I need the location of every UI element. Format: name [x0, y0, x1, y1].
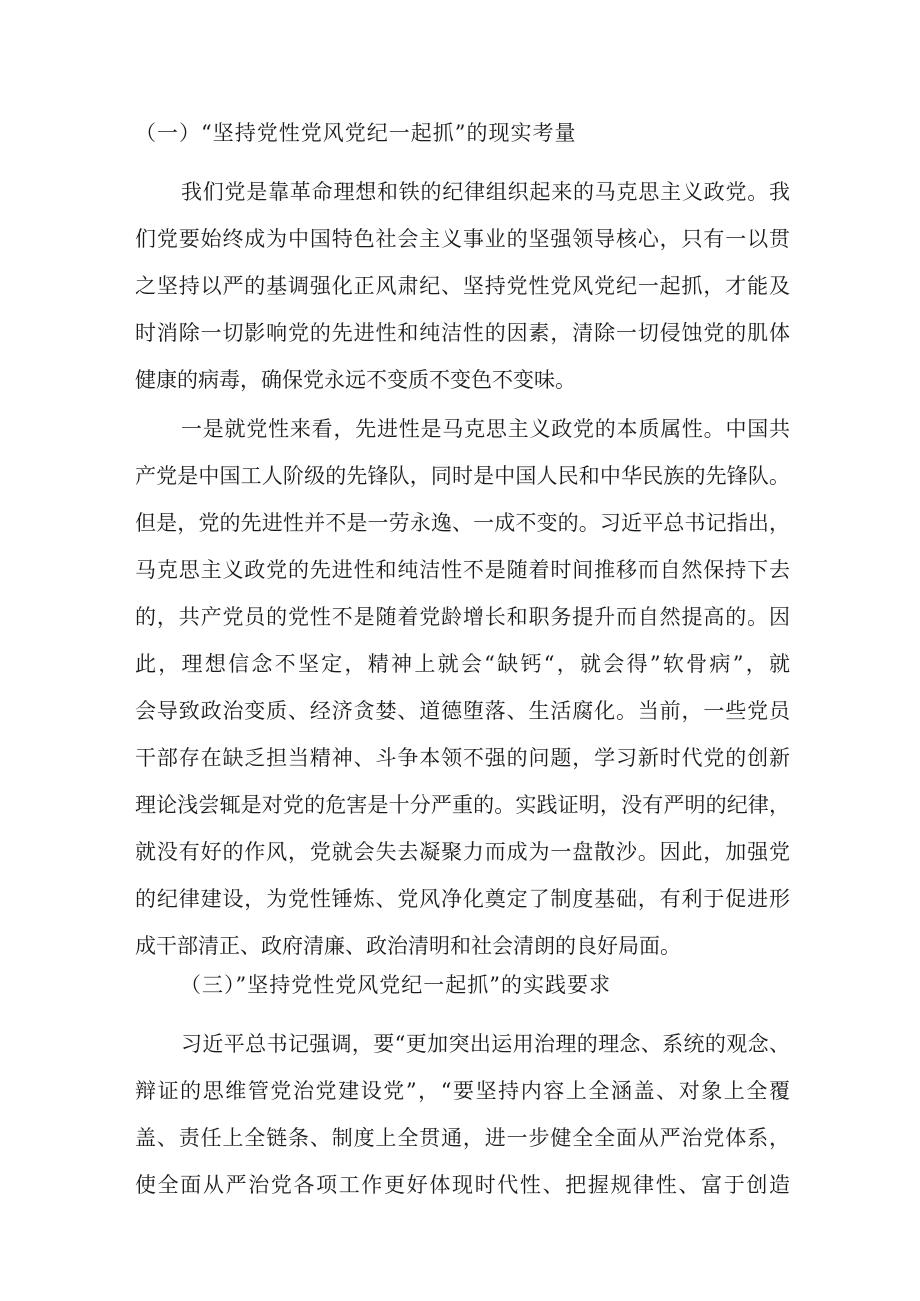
paragraph-line: 辩证的思维管党治党建设党”，“要坚持内容上全涵盖、对象上全覆 — [135, 1079, 790, 1103]
paragraph-2 — [135, 406, 790, 970]
paragraph-line: 理论浅尝辄是对党的危害是十分严重的。实践证明，没有严明的纪律， — [135, 793, 790, 817]
section-heading-3: （三）”坚持党性党风党纪一起抓”的实践要求 — [180, 973, 611, 997]
paragraph-line: 们党要始终成为中国特色社会主义事业的坚强领导核心，只有一以贯 — [135, 227, 790, 251]
paragraph-line: 之坚持以严的基调强化正风肃纪、坚持党性党风党纪一起抓，才能及 — [135, 274, 790, 298]
paragraph-line: 盖、责任上全链条、制度上全贯通，进一步健全全面从严治党体系， — [135, 1126, 790, 1150]
paragraph-1 — [135, 169, 790, 404]
paragraph-line: 一是就党性来看，先进性是马克思主义政党的本质属性。中国共 — [181, 417, 790, 441]
paragraph-line: 产党是中国工人阶级的先锋队，同时是中国人民和中华民族的先锋队。 — [135, 464, 790, 488]
paragraph-line: 成干部清正、政府清廉、政治清明和社会清朗的良好局面。 — [135, 934, 681, 958]
paragraph-line: 我们党是靠革命理想和铁的纪律组织起来的马克思主义政党。我 — [181, 180, 790, 204]
paragraph-line: 的，共产党员的党性不是随着党龄增长和职务提升而自然提高的。因 — [135, 605, 790, 629]
paragraph-line: 马克思主义政党的先进性和纯洁性不是随着时间推移而自然保持下去 — [135, 558, 790, 582]
paragraph-line: 习近平总书记强调，要“更加突出运用治理的理念、系统的观念、 — [181, 1032, 790, 1056]
paragraph-3 — [135, 1021, 790, 1209]
paragraph-line: 健康的病毒，确保党永远不变质不变色不变味。 — [135, 368, 576, 392]
paragraph-line: 干部存在缺乏担当精神、斗争本领不强的问题，学习新时代党的创新 — [135, 746, 790, 770]
paragraph-line: 会导致政治变质、经济贪婪、道德堕落、生活腐化。当前，一些党员 — [135, 699, 790, 723]
paragraph-line: 就没有好的作风，党就会失去凝聚力而成为一盘散沙。因此，加强党 — [135, 840, 790, 864]
paragraph-line: 时消除一切影响党的先进性和纯洁性的因素，清除一切侵蚀党的肌体 — [135, 321, 790, 345]
paragraph-line: 但是，党的先进性并不是一劳永逸、一成不变的。习近平总书记指出， — [135, 511, 790, 535]
paragraph-line: 此，理想信念不坚定，精神上就会“缺钙“，就会得”软骨病”，就 — [135, 652, 790, 676]
paragraph-line: 使全面从严治党各项工作更好体现时代性、把握规律性、富于创造 — [135, 1173, 790, 1197]
paragraph-line: 的纪律建设，为党性锤炼、党风净化奠定了制度基础，有利于促进形 — [135, 887, 790, 911]
section-heading-1: （一）“坚持党性党风党纪一起抓”的现实考量 — [135, 121, 577, 145]
